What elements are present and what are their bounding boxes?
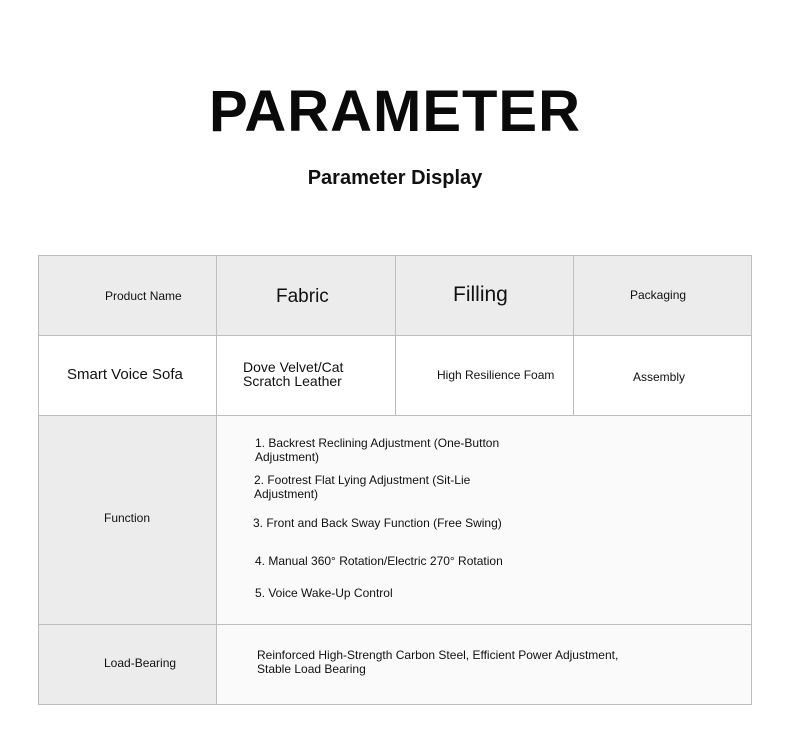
- column-divider: [395, 256, 396, 415]
- packaging-value: Assembly: [633, 370, 686, 384]
- function-item-2-line1: 2. Footrest Flat Lying Adjustment (Sit-Lie: [254, 473, 471, 487]
- header-product-name: Product Name: [105, 289, 182, 303]
- function-item-5-line1: 5. Voice Wake-Up Control: [255, 586, 393, 600]
- row-divider: [39, 415, 751, 416]
- page-title: PARAMETER: [208, 79, 582, 144]
- row-divider: [39, 624, 751, 625]
- header-fabric: Fabric: [276, 286, 329, 307]
- load-bearing-label: Load-Bearing: [104, 656, 177, 670]
- header-packaging: Packaging: [630, 288, 687, 302]
- function-item-1-line2: Adjustment): [255, 450, 320, 464]
- load-bearing-line2: Stable Load Bearing: [257, 662, 366, 676]
- function-item-3-line1: 3. Front and Back Sway Function (Free Swing): [253, 516, 502, 530]
- column-divider: [216, 256, 217, 704]
- function-item-2-line2: Adjustment): [254, 487, 319, 501]
- function-label: Function: [104, 511, 151, 525]
- function-item-5: [255, 586, 393, 600]
- function-item-1-line1: 1. Backrest Reclining Adjustment (One-Button: [255, 436, 500, 450]
- product-name-value: Smart Voice Sofa: [67, 366, 183, 383]
- load-bearing-line1: Reinforced High-Strength Carbon Steel, Efficient Power Adjustment,: [257, 648, 619, 662]
- column-divider: [573, 256, 574, 415]
- fabric-value-line1: Dove Velvet/Cat: [243, 359, 344, 375]
- parameter-table: [38, 255, 752, 705]
- function-item-2: [254, 473, 470, 501]
- function-item-3: [253, 516, 502, 530]
- filling-value: High Resilience Foam: [437, 368, 555, 382]
- function-item-1: [255, 436, 499, 464]
- function-item-4-line1: 4. Manual 360° Rotation/Electric 270° Rotation: [255, 554, 503, 568]
- load-bearing-value: [257, 648, 618, 676]
- fabric-value-line2: Scratch Leather: [243, 373, 342, 389]
- page-subtitle: Parameter Display: [307, 167, 483, 189]
- header-filling: Filling: [453, 283, 508, 306]
- function-item-4: [255, 554, 503, 568]
